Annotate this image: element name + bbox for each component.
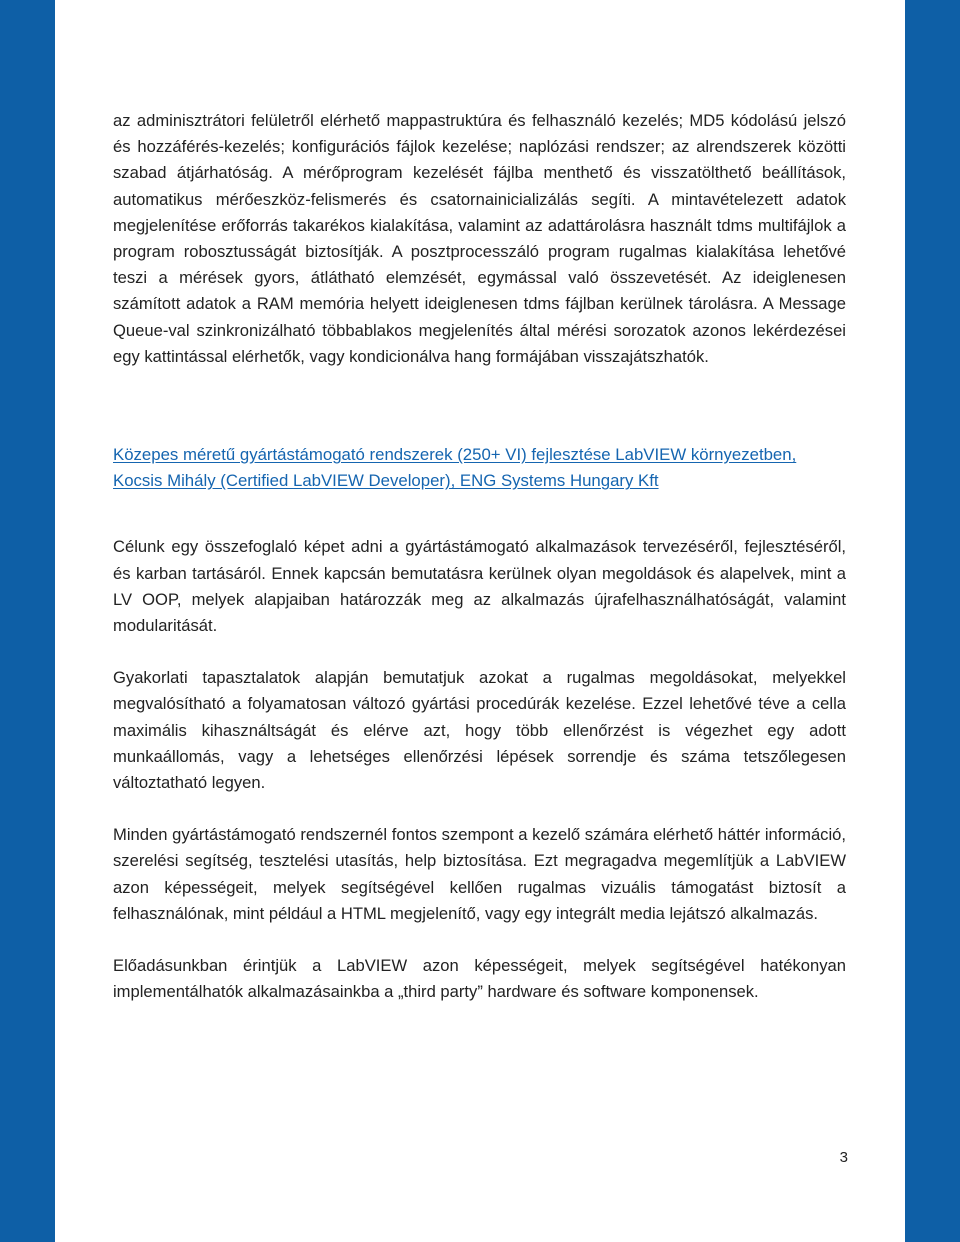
section-paragraph-3: Minden gyártástámogató rendszernél fontos szempont a kezelő számára elérhető háttér információ, szerelési segítség, tesztelési utasítás, help biztosítása. Ezt megragadva megemlítjük a LabVIEW azon képességeit, melyek segítségével kellően rugalmas vizuális támogatást biztosít a felhasználónak, mint például a HTML megjelenítő, vagy egy integrált media lejátszó alkalmazás. — [113, 825, 846, 923]
left-page-border — [0, 0, 55, 1242]
section-title: Közepes méretű gyártástámogató rendszerek (250+ VI) fejlesztése LabVIEW környezetben, Kocsis Mihály (Certified LabVIEW Developer), ENG Systems Hungary Kft — [113, 445, 797, 491]
intro-paragraph: az adminisztrátori felületről elérhető mappastruktúra és felhasználó kezelés; MD5 kódolású jelszó és hozzáférés-kezelés; konfigurációs fájlok kezelése; naplózási rendszer; az alrendszerek közötti szabad átjárhatóság. A mérőprogram kezelését fájlba menthető és visszatölthető beállítások, automatikus mérőeszköz-felismerés és csatornainicializálás segíti. A mintavételezett adatok megjelenítése erőforrás takarékos kialakítása, valamint az adattárolásra használt tdms multifájlok a program robosztusságát biztosítják. A posztprocesszáló program rugalmas kialakítása lehetővé teszi a mérések gyors, átlátható elemzését, egymással való összevetését. Az ideiglenesen számított adatok a RAM memória helyett ideiglenesen tdms fájlban kerülnek tárolásra. A Message Queue-val szinkronizálható többablakos megjelenítés által mérési sorozatok azonos lekérdezései egy kattintással elérhetők, vagy kondicionálva hang formájában visszajátszhatók. — [113, 111, 846, 366]
right-page-border — [905, 0, 960, 1242]
page-number: 3 — [839, 1149, 848, 1166]
section-paragraph-1: Célunk egy összefoglaló képet adni a gyártástámogató alkalmazások tervezéséről, fejlesztéséről, és karban tartásáról. Ennek kapcsán bemutatásra kerülnek olyan megoldások és alapelvek, mint a LV OOP, melyek alapjaiban határozzák meg az alkalmazás újrafelhasználhatóságát, valamint modularitását. — [113, 537, 846, 636]
section-paragraph-4: Előadásunkban érintjük a LabVIEW azon képességeit, melyek segítségével hatékonyan implementálhatók alkalmazásainkba a „third party” hardware és software komponensek. — [113, 956, 846, 1002]
section-paragraph-2: Gyakorlati tapasztalatok alapján bemutatjuk azokat a rugalmas megoldásokat, melyekkel megvalósítható a folyamatosan változó gyártási procedúrák kezelése. Ezzel lehetővé téve a cella maximális kihasználtságát és elérve azt, hogy több ellenőrzést is végezhet egy adott munkaállomás, vagy a lehetséges ellenőrzési lépések sorrendje és száma tetszőlegesen változtatható legyen. — [113, 668, 846, 793]
page-content — [113, 108, 846, 1005]
